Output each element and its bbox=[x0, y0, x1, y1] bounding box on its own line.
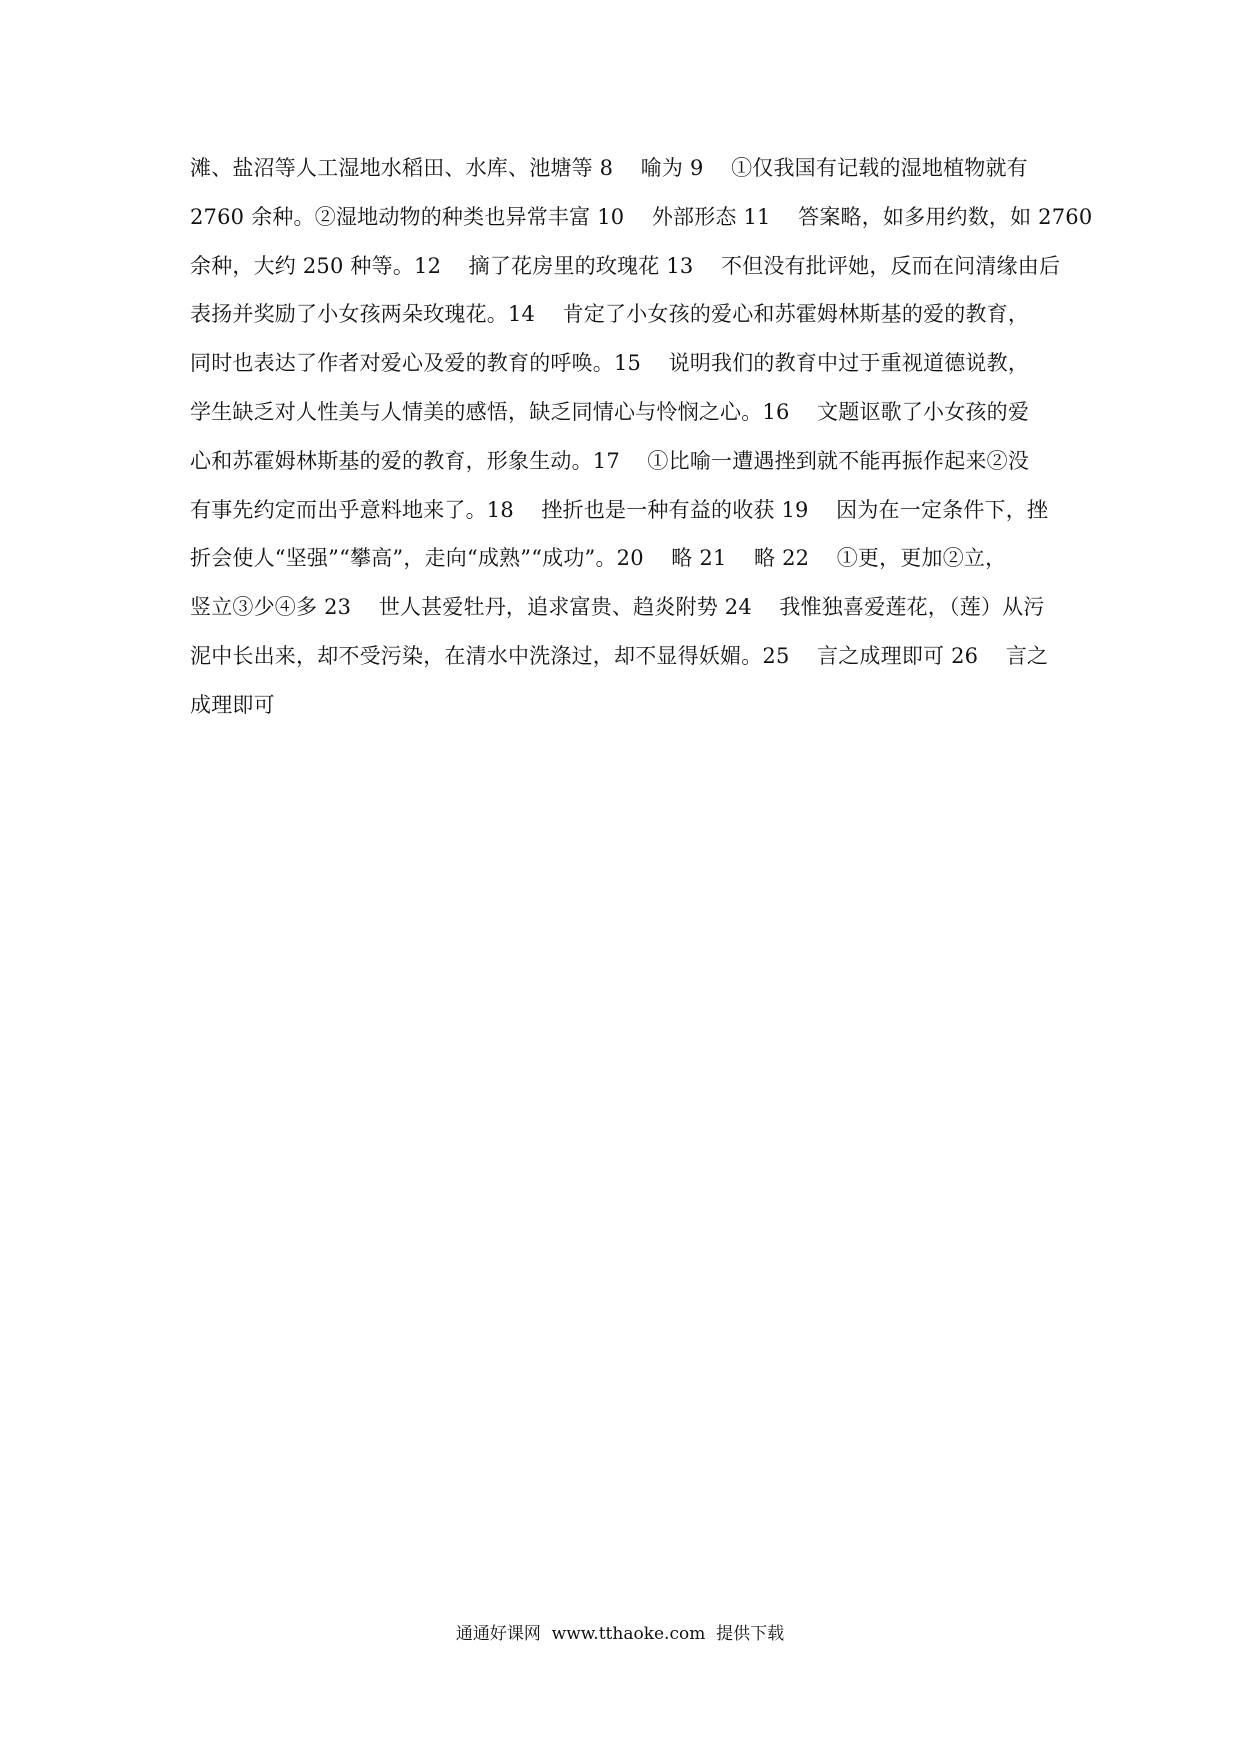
text-line-5: 同时也表达了作者对爱心及爱的教育的呼唤。15 说明我们的教育中过于重视道德说教， bbox=[190, 351, 1030, 376]
text-line-10: 竖立③少④多 23 世人甚爱牡丹，追求富贵、趋炎附势 24 我惟独喜爱莲花，（莲）从污 bbox=[190, 595, 1045, 620]
text-line-12: 成理即可 bbox=[190, 692, 275, 717]
text-line-6: 学生缺乏对人性美与人情美的感悟，缺乏同情心与怜悯之心。16 文题讴歌了小女孩的爱 bbox=[190, 399, 1030, 424]
text-line-4: 表扬并奖励了小女孩两朵玫瑰花。14 肯定了小女孩的爱心和苏霍姆林斯基的爱的教育， bbox=[190, 302, 1030, 327]
text-line-7: 心和苏霍姆林斯基的爱的教育，形象生动。17 ①比喻一遭遇挫到就不能再振作起来②没 bbox=[190, 448, 1030, 473]
page-footer: 通通好课网 www.tthaoke.com 提供下载 bbox=[455, 1624, 785, 1644]
text-line-2: 2760 余种。②湿地动物的种类也异常丰富 10 外部形态 11 答案略，如多用约数，如 2760 bbox=[190, 204, 1093, 229]
text-line-8: 有事先约定而出乎意料地来了。18 挫折也是一种有益的收获 19 因为在一定条件下，挫 bbox=[190, 497, 1049, 522]
text-line-9: 折会使人“坚强”“攀高”，走向“成熟”“成功”。20 略 21 略 22 ①更，更加②立， bbox=[190, 546, 1007, 571]
text-line-11: 泥中长出来，却不受污染，在清水中洗涤过，却不显得妖媚。25 言之成理即可 26 言之 bbox=[190, 643, 1049, 668]
answer-text-block bbox=[190, 156, 1093, 744]
text-line-1: 滩、盐沼等人工湿地水稻田、水库、池塘等 8 喻为 9 ①仅我国有记载的湿地植物就有 bbox=[190, 156, 1028, 180]
text-line-3: 余种，大约 250 种等。12 摘了花房里的玫瑰花 13 不但没有批评她，反而在问清缘由后 bbox=[190, 253, 1061, 278]
